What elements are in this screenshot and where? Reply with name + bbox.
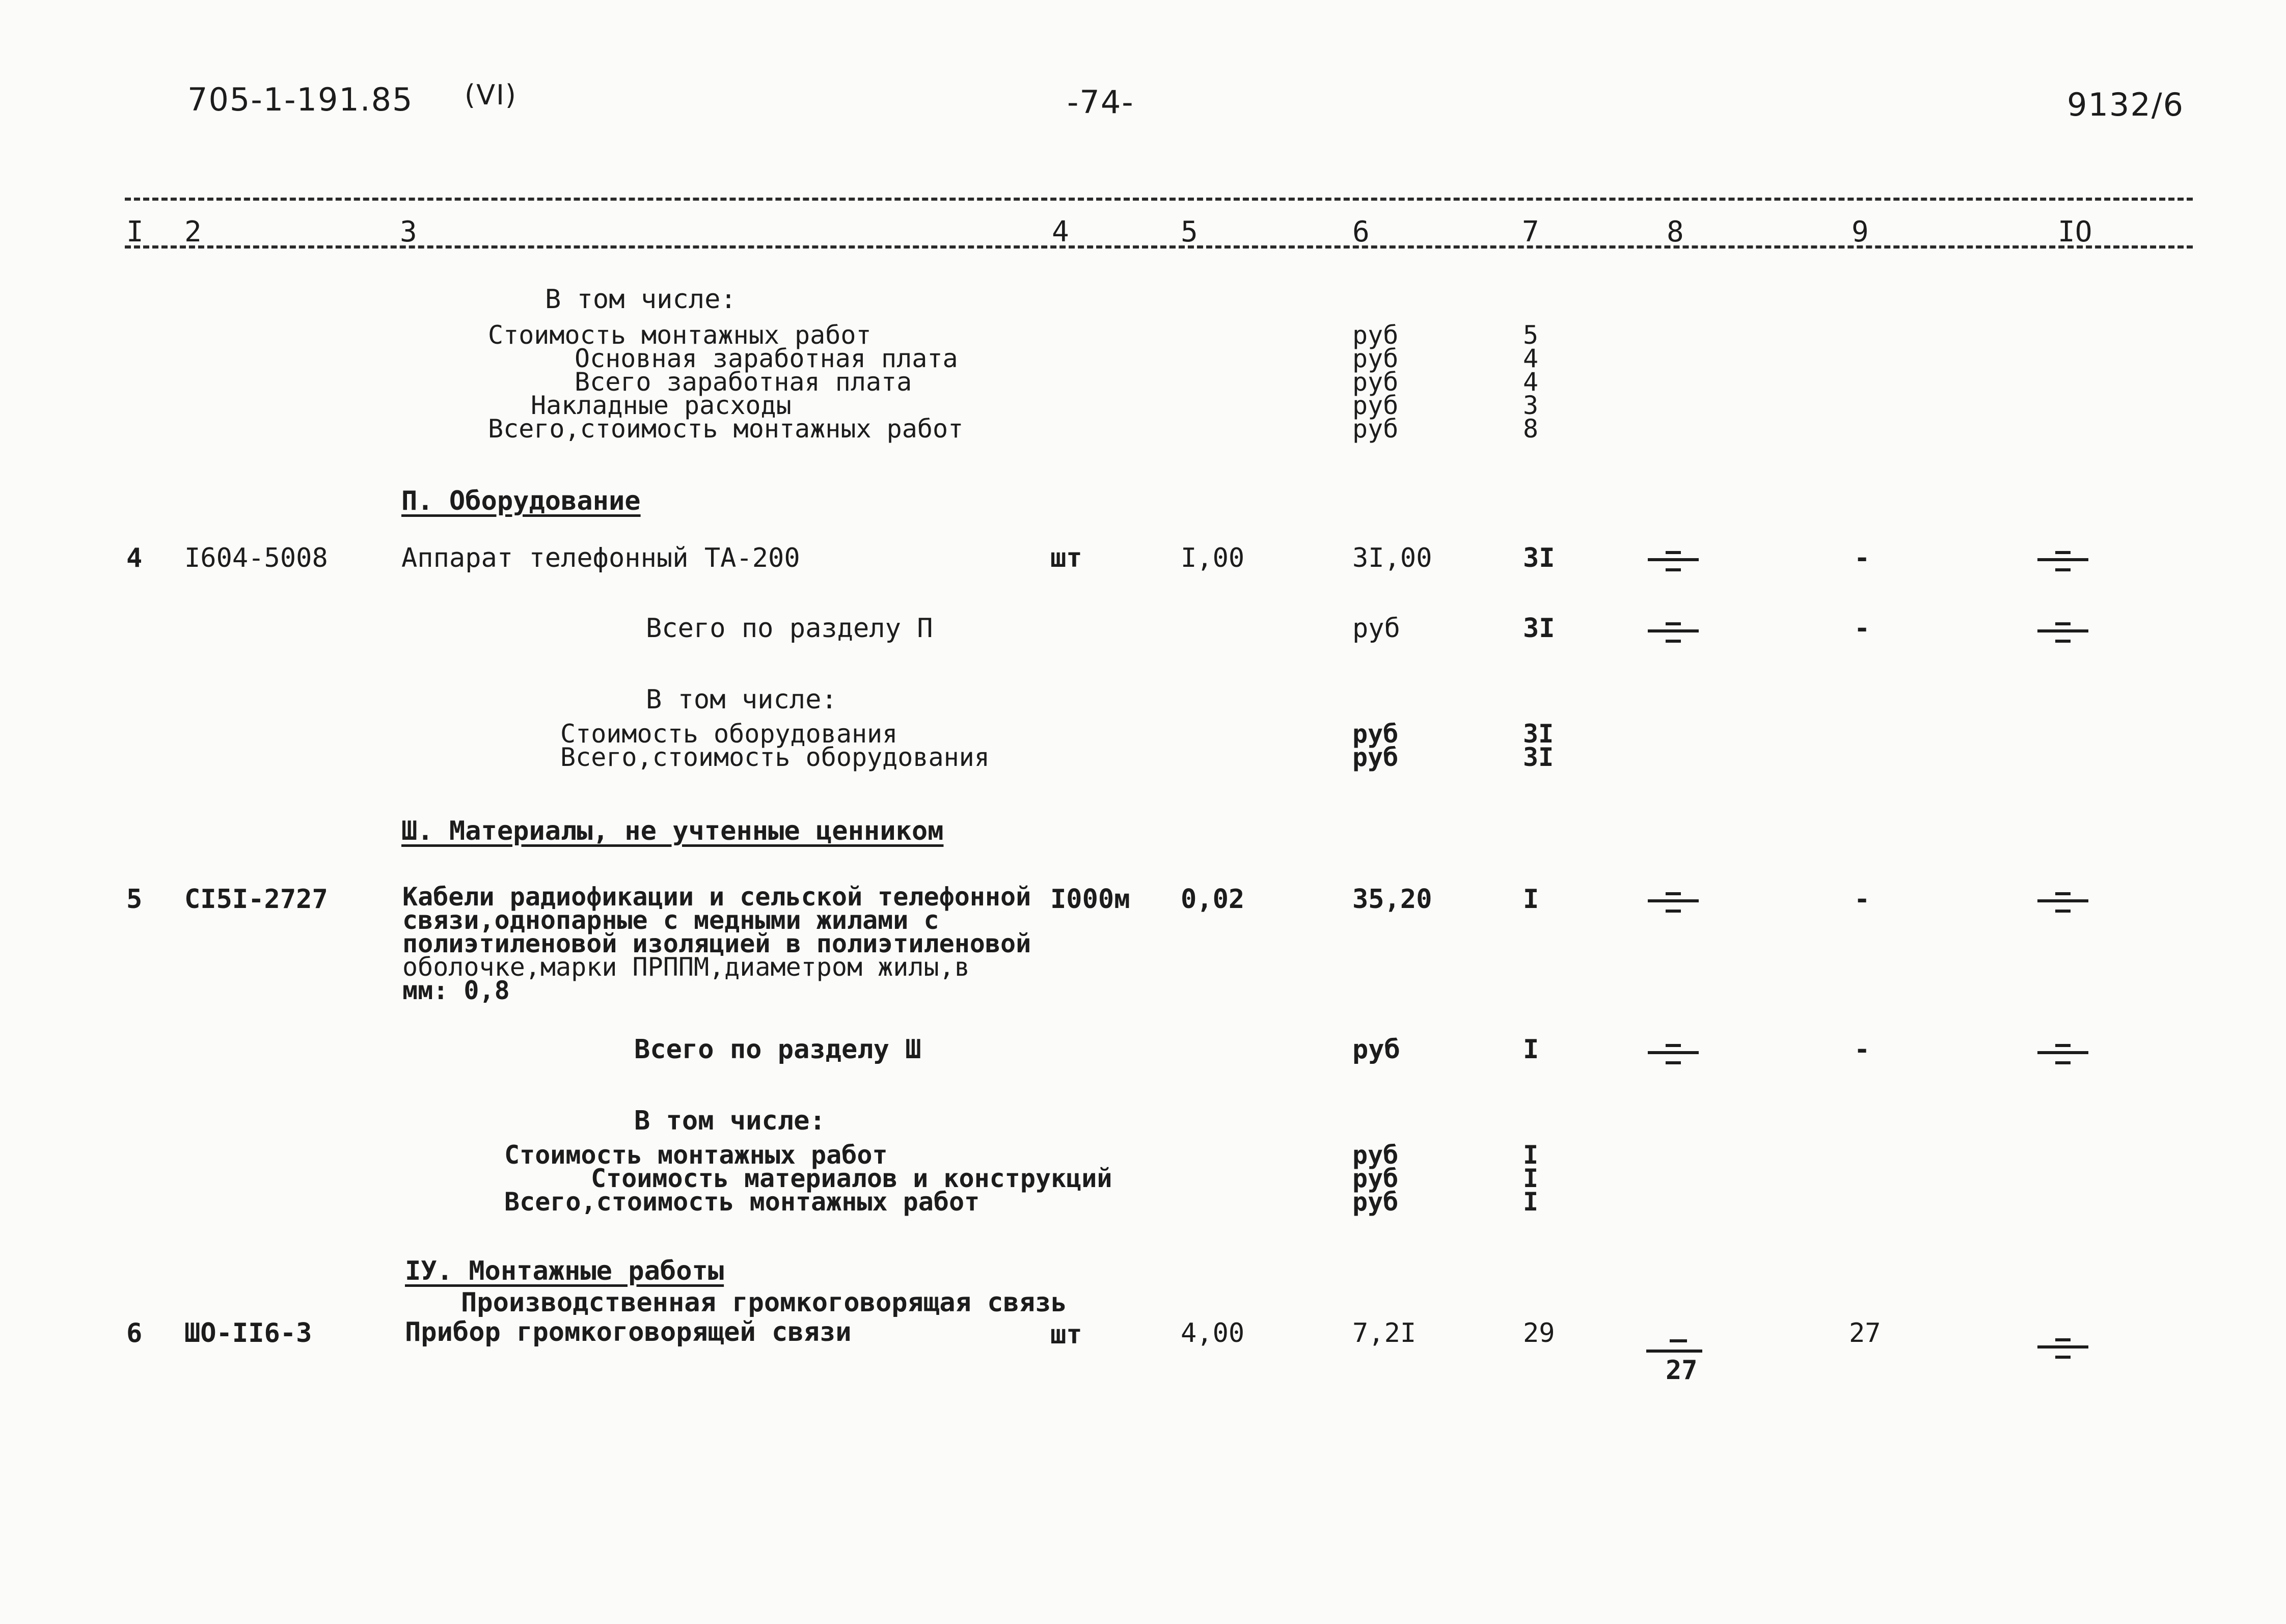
section3-total-c8-dash <box>1645 1044 1701 1064</box>
section2-total-label: Всего по разделу П <box>646 613 933 644</box>
block1-unit-2: руб <box>1352 344 1399 373</box>
section2-row-total: 3I <box>1523 543 1555 573</box>
section3-total-unit: руб <box>1352 1034 1400 1065</box>
block1-line-3: Всего заработная плата <box>575 367 912 397</box>
col-header-1: I <box>126 215 144 249</box>
section4-row-code: ШО-II6-3 <box>184 1318 312 1348</box>
document-code: 705-1-191.85 <box>187 81 414 118</box>
col-header-2: 2 <box>184 215 202 249</box>
header-rule-top <box>125 198 2193 201</box>
section4-row-c9: 27 <box>1849 1318 1881 1348</box>
section4-row-qty: 4,00 <box>1181 1318 1245 1348</box>
section4-row-unit: шт <box>1050 1319 1082 1350</box>
section2-row-num: 4 <box>126 543 143 573</box>
col-header-3: 3 <box>400 215 417 249</box>
section3-row-price: 35,20 <box>1352 884 1432 915</box>
section3-total-label: Всего по разделу Ш <box>634 1034 921 1065</box>
section2-unit-1: руб <box>1352 719 1399 749</box>
section3-unit-1: руб <box>1352 1140 1399 1170</box>
section3-row-name-1: Кабели радиофикации и сельской телефонной <box>402 882 1031 912</box>
section3-row-num: 5 <box>126 884 143 915</box>
section2-title: П. Оборудование <box>401 486 641 516</box>
section3-total-c10-dash <box>2035 1044 2091 1064</box>
section2-line-2: Всего,стоимость оборудования <box>560 742 990 772</box>
col-header-9: 9 <box>1852 215 1869 249</box>
section4-row-c10-dash <box>2035 1338 2091 1359</box>
section2-value-1: 3I <box>1523 719 1554 749</box>
section3-value-2: I <box>1523 1164 1539 1193</box>
sheet-number: 9132/6 <box>2067 86 2185 123</box>
section3-row-total: I <box>1523 884 1539 915</box>
block1-line-5: Всего,стоимость монтажных работ <box>488 414 964 444</box>
block1-unit-5: руб <box>1352 414 1399 444</box>
section3-row-c8-dash <box>1645 892 1701 913</box>
section2-total-value: 3I <box>1523 613 1555 644</box>
header-rule-bottom <box>125 245 2193 249</box>
section3-total-c9: - <box>1854 1034 1870 1065</box>
block1-line-4: Накладные расходы <box>531 391 792 420</box>
section3-title: Ш. Материалы, не учтенные ценником <box>401 816 944 846</box>
document-variant: (VI) <box>465 79 518 111</box>
section3-total-value: I <box>1523 1034 1539 1065</box>
section3-line-3: Всего,стоимость монтажных работ <box>504 1187 980 1217</box>
block1-value-4: 3 <box>1523 391 1539 420</box>
block1-value-1: 5 <box>1523 320 1539 350</box>
section3-line-1: Стоимость монтажных работ <box>504 1140 888 1170</box>
col-header-8: 8 <box>1667 215 1684 249</box>
section4-row-num: 6 <box>126 1318 143 1348</box>
section4-row-c8-top-dash <box>1670 1339 1687 1342</box>
section2-row-c9: - <box>1854 543 1870 573</box>
section2-total-c9: - <box>1854 613 1870 644</box>
col-header-6: 6 <box>1352 215 1370 249</box>
section3-intro: В том числе: <box>634 1106 826 1136</box>
section3-row-name-3: полиэтиленовой изоляцией в полиэтиленовой <box>402 929 1031 958</box>
section3-row-name-5: мм: 0,8 <box>402 976 510 1005</box>
section4-row-price: 7,2I <box>1352 1318 1417 1348</box>
block1-line-1: Стоимость монтажных работ <box>488 320 872 350</box>
section3-row-name-4: оболочке,марки ПРППМ,диаметром жилы,в <box>402 952 970 982</box>
block1-value-5: 8 <box>1523 414 1539 444</box>
section3-row-code: CI5I-2727 <box>184 884 328 915</box>
section2-line-1: Стоимость оборудования <box>560 719 898 749</box>
section3-row-unit: I000м <box>1050 884 1130 915</box>
section4-subtitle: Производственная громкоговорящая связь <box>461 1287 1067 1318</box>
block1-unit-4: руб <box>1352 391 1399 420</box>
section2-intro: В том числе: <box>646 684 837 715</box>
block1-unit-3: руб <box>1352 367 1399 397</box>
block1-intro: В том числе: <box>545 284 737 315</box>
section3-unit-2: руб <box>1352 1164 1399 1193</box>
section3-row-c10-dash <box>2035 892 2091 913</box>
section2-row-code: I604-5008 <box>184 543 328 573</box>
col-header-10: IO <box>2058 215 2092 249</box>
section2-unit-2: руб <box>1352 742 1399 772</box>
section3-row-c9: - <box>1854 884 1870 915</box>
col-header-5: 5 <box>1181 215 1198 249</box>
section2-total-c8-dash <box>1645 622 1701 643</box>
col-header-4: 4 <box>1052 215 1069 249</box>
section4-row-total: 29 <box>1523 1318 1555 1348</box>
section3-line-2: Стоимость материалов и конструкций <box>591 1164 1112 1193</box>
section2-row-price: 3I,00 <box>1352 543 1432 573</box>
section2-row-unit: шт <box>1050 543 1082 573</box>
section2-row-c10-dash <box>2035 551 2091 571</box>
block1-value-2: 4 <box>1523 344 1539 373</box>
section2-total-unit: руб <box>1352 613 1400 644</box>
section3-unit-3: руб <box>1352 1187 1399 1217</box>
block1-unit-1: руб <box>1352 320 1399 350</box>
section4-title: IУ. Монтажные работы <box>405 1256 724 1286</box>
section3-value-1: I <box>1523 1140 1539 1170</box>
section2-row-c8-dash <box>1645 551 1701 571</box>
section4-row-c8-bottom: 27 <box>1666 1355 1698 1386</box>
section2-row-name: Аппарат телефонный ТА-200 <box>401 543 800 573</box>
block1-value-3: 4 <box>1523 367 1539 397</box>
section4-row-name: Прибор громкоговорящей связи <box>405 1317 852 1347</box>
section3-row-name-2: связи,однопарные с медными жилами с <box>402 905 939 935</box>
block1-line-2: Основная заработная плата <box>575 344 958 373</box>
section3-value-3: I <box>1523 1187 1539 1217</box>
section4-row-c8-fraction-bar <box>1646 1350 1702 1353</box>
col-header-7: 7 <box>1522 215 1539 249</box>
page-number: -74- <box>1067 84 1134 121</box>
section2-row-qty: I,00 <box>1181 543 1245 573</box>
section3-row-qty: 0,02 <box>1181 884 1245 915</box>
section2-value-2: 3I <box>1523 742 1554 772</box>
section2-total-c10-dash <box>2035 622 2091 643</box>
